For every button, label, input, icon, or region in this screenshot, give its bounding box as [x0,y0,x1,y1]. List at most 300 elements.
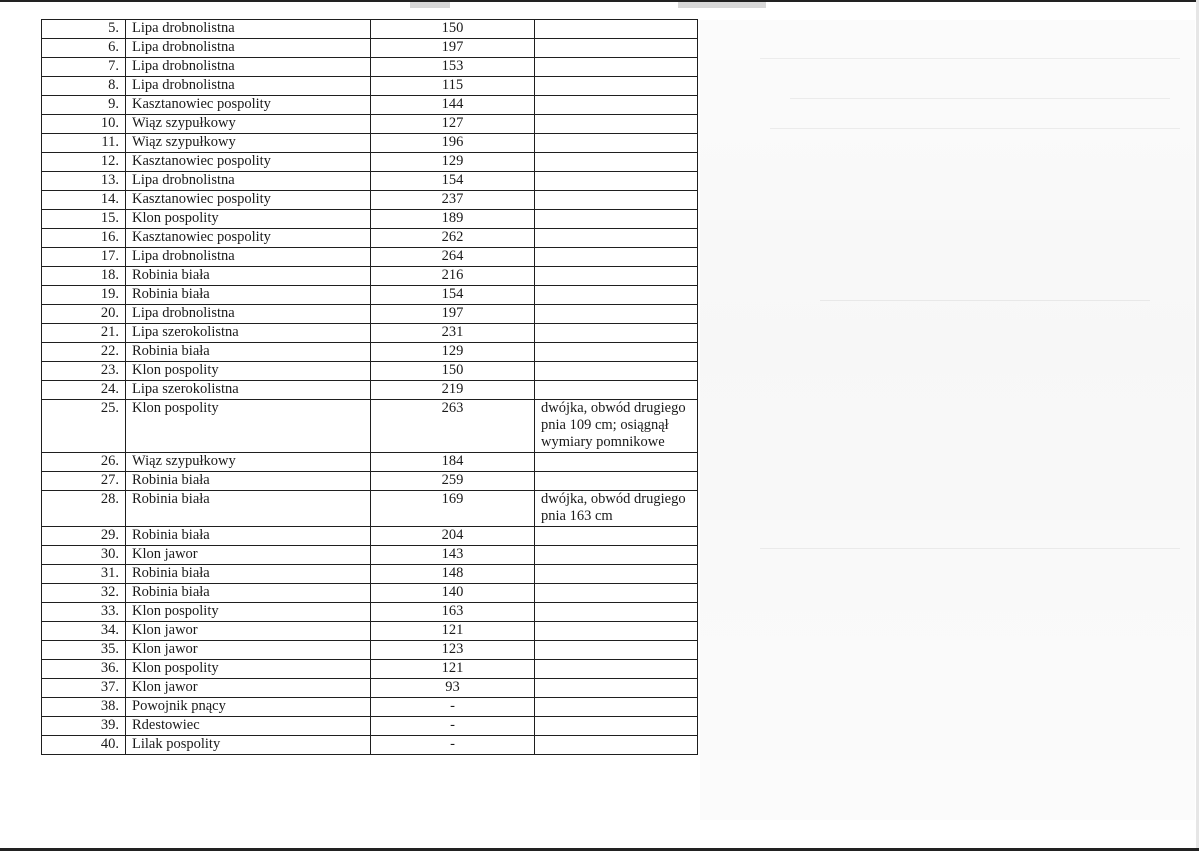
species-name-cell [126,641,371,660]
table-row [42,20,698,39]
row-number-cell [42,400,126,453]
species-name: Lipa szerokolistna [132,324,239,340]
remarks-cell [535,153,698,172]
show-through-line [790,98,1170,99]
row-number-cell [42,153,126,172]
row-number-cell [42,286,126,305]
row-number-cell [42,381,126,400]
table-row [42,305,698,324]
table-row [42,229,698,248]
species-name: Lipa szerokolistna [132,381,239,397]
remarks-cell [535,527,698,546]
remarks-cell [535,229,698,248]
table-row [42,362,698,381]
species-name-cell [126,153,371,172]
row-number: 23. [100,362,119,378]
trunk-circumference: 148 [441,565,464,581]
row-number: 20. [100,305,119,321]
species-name: Kasztanowiec pospolity [132,96,271,112]
trunk-circumference: 154 [441,286,464,302]
trunk-circumference: 93 [445,679,460,695]
trunk-circumference-cell [371,305,535,324]
row-number: 24. [100,381,119,397]
row-number: 5. [108,20,119,36]
trunk-circumference: 123 [441,641,464,657]
row-number-cell [42,343,126,362]
species-name: Kasztanowiec pospolity [132,191,271,207]
row-number-cell [42,641,126,660]
row-number: 12. [100,153,119,169]
trunk-circumference: 121 [441,660,464,676]
table-row [42,267,698,286]
species-name: Wiąz szypułkowy [132,115,236,131]
trunk-circumference-cell [371,546,535,565]
row-number: 31. [100,565,119,581]
trunk-circumference: 144 [441,96,464,112]
trunk-circumference: 197 [441,39,464,55]
remarks-cell [535,134,698,153]
show-through-line [760,548,1180,549]
trunk-circumference-cell [371,172,535,191]
remarks: dwójka, obwód drugiego pnia 109 cm; osiągnął wymiary pomnikowe [541,400,686,450]
row-number: 30. [100,546,119,562]
trunk-circumference-cell [371,736,535,755]
species-name: Klon pospolity [132,362,219,378]
table-row [42,698,698,717]
species-name: Kasztanowiec pospolity [132,229,271,245]
remarks-cell [535,565,698,584]
row-number: 18. [100,267,119,283]
remarks-cell [535,546,698,565]
table-row [42,248,698,267]
trunk-circumference-cell [371,96,535,115]
row-number: 36. [100,660,119,676]
trunk-circumference-cell [371,286,535,305]
remarks-cell [535,381,698,400]
remarks-cell [535,286,698,305]
remarks-cell [535,343,698,362]
species-name: Robinia biała [132,584,210,600]
row-number-cell [42,698,126,717]
trunk-circumference-cell [371,565,535,584]
row-number: 7. [108,58,119,74]
species-name-cell [126,191,371,210]
trunk-circumference: 197 [441,305,464,321]
species-name-cell [126,491,371,527]
trunk-circumference: 262 [441,229,464,245]
table-row [42,660,698,679]
row-number-cell [42,115,126,134]
species-name: Kasztanowiec pospolity [132,153,271,169]
row-number: 13. [100,172,119,188]
remarks-cell [535,472,698,491]
scan-edge-top [0,0,1199,2]
row-number: 38. [100,698,119,714]
table-row [42,39,698,58]
species-name-cell [126,58,371,77]
remarks-cell [535,305,698,324]
species-name-cell [126,622,371,641]
row-number-cell [42,622,126,641]
trunk-circumference: 237 [441,191,464,207]
table-row [42,400,698,453]
show-through-line [820,300,1150,301]
species-name-cell [126,527,371,546]
trunk-circumference-cell [371,58,535,77]
species-name: Klon jawor [132,622,198,638]
trunk-circumference-cell [371,343,535,362]
table-row [42,134,698,153]
table-row [42,210,698,229]
row-number: 34. [100,622,119,638]
row-number-cell [42,660,126,679]
trunk-circumference: 263 [441,400,464,416]
table-row [42,491,698,527]
table-row [42,343,698,362]
species-name: Powojnik pnący [132,698,226,714]
row-number: 16. [100,229,119,245]
show-through-line [770,128,1180,129]
row-number-cell [42,736,126,755]
row-number-cell [42,584,126,603]
table-row [42,191,698,210]
trunk-circumference-cell [371,248,535,267]
row-number-cell [42,39,126,58]
row-number: 39. [100,717,119,733]
row-number-cell [42,717,126,736]
remarks-cell [535,603,698,622]
trunk-circumference-cell [371,267,535,286]
species-name-cell [126,698,371,717]
species-name-cell [126,305,371,324]
trunk-circumference-cell [371,641,535,660]
trunk-circumference-cell [371,381,535,400]
row-number: 29. [100,527,119,543]
row-number-cell [42,210,126,229]
species-name-cell [126,400,371,453]
row-number-cell [42,679,126,698]
species-name: Klon pospolity [132,603,219,619]
row-number-cell [42,491,126,527]
trunk-circumference-cell [371,153,535,172]
table-row [42,172,698,191]
species-name: Wiąz szypułkowy [132,453,236,469]
species-name-cell [126,324,371,343]
remarks: dwójka, obwód drugiego pnia 163 cm [541,491,686,524]
table-row [42,565,698,584]
remarks-cell [535,736,698,755]
species-name: Lipa drobnolistna [132,305,235,321]
species-name: Robinia biała [132,267,210,283]
trunk-circumference-cell [371,717,535,736]
table-row [42,77,698,96]
trunk-circumference-cell [371,622,535,641]
species-name-cell [126,210,371,229]
trunk-circumference-cell [371,698,535,717]
species-name: Rdestowiec [132,717,200,733]
trunk-circumference-cell [371,660,535,679]
row-number: 37. [100,679,119,695]
trunk-circumference: 153 [441,58,464,74]
table-row [42,622,698,641]
trunk-circumference: 127 [441,115,464,131]
trunk-circumference: 216 [441,267,464,283]
trunk-circumference: 115 [441,77,464,93]
remarks-cell [535,491,698,527]
trunk-circumference: 189 [441,210,464,226]
remarks-cell [535,172,698,191]
trunk-circumference-cell [371,453,535,472]
species-name-cell [126,248,371,267]
trunk-circumference-cell [371,115,535,134]
table-row [42,717,698,736]
row-number: 22. [100,343,119,359]
row-number-cell [42,134,126,153]
row-number-cell [42,172,126,191]
table-row [42,153,698,172]
species-name-cell [126,20,371,39]
species-name: Klon pospolity [132,400,219,416]
trunk-circumference-cell [371,39,535,58]
row-number-cell [42,20,126,39]
trunk-circumference-cell [371,362,535,381]
species-name-cell [126,172,371,191]
species-name-cell [126,660,371,679]
species-name: Klon pospolity [132,660,219,676]
trunk-circumference-cell [371,472,535,491]
table-row [42,381,698,400]
trunk-circumference: 154 [441,172,464,188]
remarks-cell [535,248,698,267]
row-number: 35. [100,641,119,657]
species-name: Lipa drobnolistna [132,172,235,188]
row-number-cell [42,527,126,546]
trunk-circumference: 204 [441,527,464,543]
row-number: 26. [100,453,119,469]
species-name: Robinia biała [132,491,210,507]
trunk-circumference: 129 [441,343,464,359]
remarks-cell [535,362,698,381]
species-name-cell [126,96,371,115]
species-name-cell [126,717,371,736]
trunk-circumference-cell [371,229,535,248]
row-number: 11. [101,134,119,150]
row-number-cell [42,77,126,96]
table-row [42,527,698,546]
species-name-cell [126,343,371,362]
table-row [42,58,698,77]
row-number-cell [42,565,126,584]
remarks-cell [535,39,698,58]
species-name: Lipa drobnolistna [132,77,235,93]
species-name-cell [126,115,371,134]
species-name-cell [126,453,371,472]
species-name-cell [126,134,371,153]
trunk-circumference-cell [371,527,535,546]
row-number: 28. [100,491,119,507]
species-name: Lilak pospolity [132,736,221,752]
species-name-cell [126,362,371,381]
row-number-cell [42,453,126,472]
trunk-circumference: 129 [441,153,464,169]
species-name-cell [126,584,371,603]
species-name: Lipa drobnolistna [132,20,235,36]
remarks-cell [535,641,698,660]
species-name: Klon jawor [132,641,198,657]
remarks-cell [535,660,698,679]
row-number: 21. [100,324,119,340]
remarks-cell [535,400,698,453]
remarks-cell [535,210,698,229]
row-number: 40. [100,736,119,752]
remarks-cell [535,622,698,641]
row-number-cell [42,229,126,248]
trunk-circumference-cell [371,20,535,39]
row-number-cell [42,362,126,381]
trunk-circumference: 219 [441,381,464,397]
species-name-cell [126,679,371,698]
row-number-cell [42,546,126,565]
row-number: 19. [100,286,119,302]
remarks-cell [535,324,698,343]
row-number-cell [42,267,126,286]
trunk-circumference: 121 [441,622,464,638]
row-number: 9. [108,96,119,112]
tree-inventory-table [41,19,698,755]
table-row [42,453,698,472]
remarks-cell [535,96,698,115]
row-number: 33. [100,603,119,619]
row-number: 10. [100,115,119,131]
trunk-circumference: 259 [441,472,464,488]
trunk-circumference-cell [371,324,535,343]
table-row [42,286,698,305]
trunk-circumference: - [450,717,455,733]
remarks-cell [535,679,698,698]
table-row [42,324,698,343]
species-name-cell [126,603,371,622]
trunk-circumference: 143 [441,546,464,562]
trunk-circumference-cell [371,191,535,210]
trunk-circumference: 184 [441,453,464,469]
remarks-cell [535,58,698,77]
row-number: 15. [100,210,119,226]
row-number: 6. [108,39,119,55]
remarks-cell [535,584,698,603]
row-number: 32. [100,584,119,600]
species-name: Klon jawor [132,546,198,562]
row-number: 27. [100,472,119,488]
remarks-cell [535,453,698,472]
table-row [42,584,698,603]
remarks-cell [535,717,698,736]
row-number: 8. [108,77,119,93]
trunk-circumference-cell [371,134,535,153]
species-name: Klon pospolity [132,210,219,226]
table-row [42,546,698,565]
species-name: Robinia biała [132,472,210,488]
scan-artifact [678,2,766,8]
species-name: Lipa drobnolistna [132,248,235,264]
row-number-cell [42,191,126,210]
trunk-circumference-cell [371,210,535,229]
table-row [42,472,698,491]
trunk-circumference-cell [371,77,535,96]
row-number-cell [42,96,126,115]
show-through-shadow [700,20,1195,820]
remarks-cell [535,77,698,96]
species-name: Lipa drobnolistna [132,58,235,74]
table-row [42,115,698,134]
row-number-cell [42,472,126,491]
trunk-circumference: 169 [441,491,464,507]
trunk-circumference: 150 [441,362,464,378]
trunk-circumference-cell [371,679,535,698]
trunk-circumference-cell [371,584,535,603]
trunk-circumference: - [450,698,455,714]
species-name-cell [126,267,371,286]
remarks-cell [535,191,698,210]
row-number-cell [42,58,126,77]
species-name: Robinia biała [132,343,210,359]
species-name: Wiąz szypułkowy [132,134,236,150]
remarks-cell [535,20,698,39]
trunk-circumference-cell [371,400,535,453]
trunk-circumference: 231 [441,324,464,340]
species-name: Robinia biała [132,527,210,543]
trunk-circumference: 163 [441,603,464,619]
table-row [42,679,698,698]
species-name-cell [126,736,371,755]
remarks-cell [535,267,698,286]
trunk-circumference: 264 [441,248,464,264]
row-number: 17. [100,248,119,264]
row-number-cell [42,248,126,267]
table-row [42,603,698,622]
remarks-cell [535,698,698,717]
species-name-cell [126,39,371,58]
species-name-cell [126,565,371,584]
row-number-cell [42,603,126,622]
table-body [42,20,698,755]
species-name: Lipa drobnolistna [132,39,235,55]
row-number-cell [42,305,126,324]
row-number: 14. [100,191,119,207]
species-name-cell [126,546,371,565]
species-name-cell [126,472,371,491]
species-name-cell [126,229,371,248]
trunk-circumference: - [450,736,455,752]
trunk-circumference: 196 [441,134,464,150]
table-row [42,641,698,660]
row-number: 25. [100,400,119,416]
species-name: Klon jawor [132,679,198,695]
show-through-line [760,58,1180,59]
scan-artifact [410,2,450,8]
table-row [42,96,698,115]
row-number-cell [42,324,126,343]
species-name-cell [126,286,371,305]
species-name: Robinia biała [132,286,210,302]
table-row [42,736,698,755]
trunk-circumference: 140 [441,584,464,600]
remarks-cell [535,115,698,134]
species-name-cell [126,381,371,400]
species-name: Robinia biała [132,565,210,581]
trunk-circumference: 150 [441,20,464,36]
trunk-circumference-cell [371,491,535,527]
species-name-cell [126,77,371,96]
